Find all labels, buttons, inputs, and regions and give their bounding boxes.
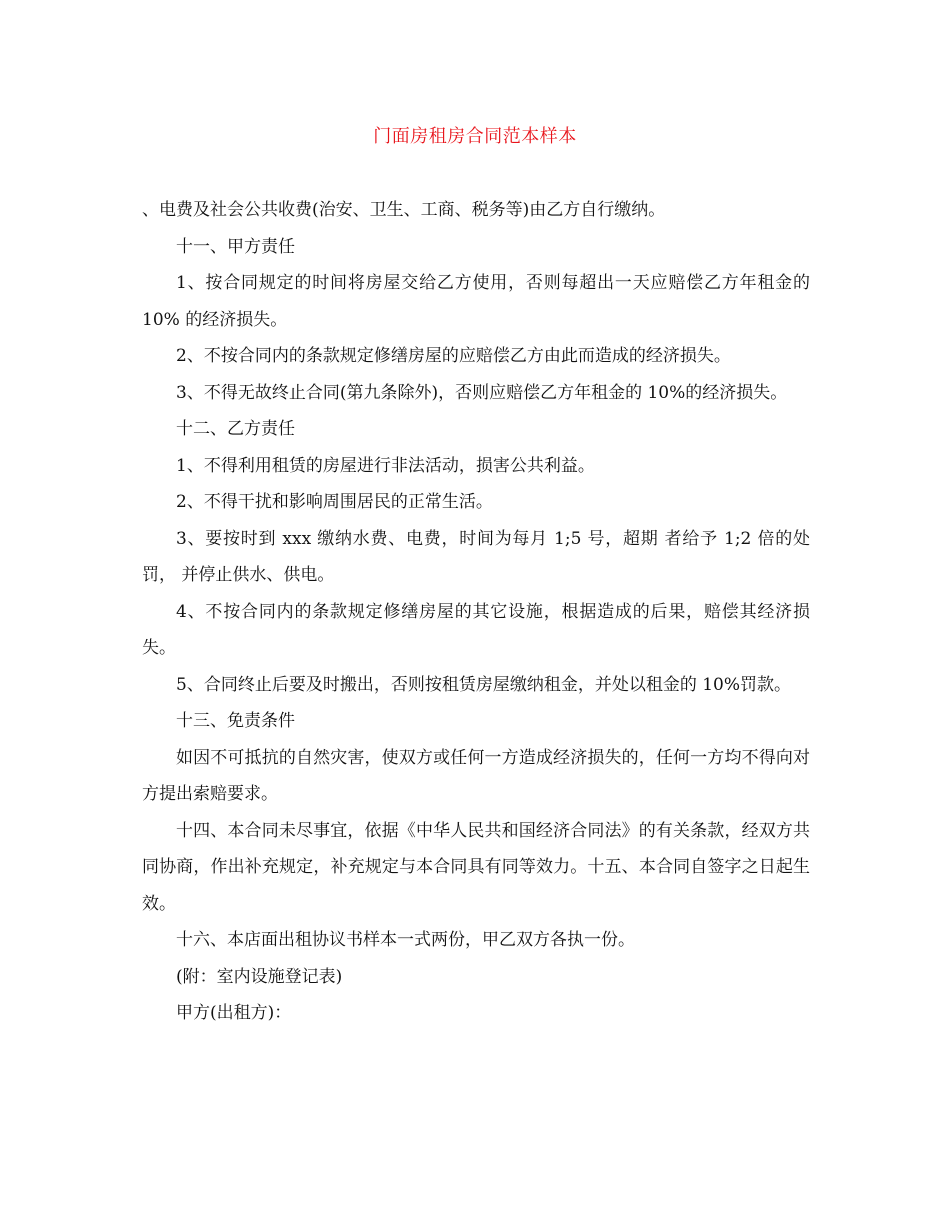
- section-heading-party-b: 十二、乙方责任: [176, 419, 295, 439]
- paragraph-party-a-signature: 甲方(出租方)：: [176, 1003, 292, 1023]
- paragraph-fee-continuation: 、电费及社会公共收费(治安、卫生、工商、税务等)由乙方自行缴纳。: [142, 200, 666, 220]
- paragraph-party-b-3: 3、要按时到 xxx 缴纳水费、电费，时间为每月 1;5 号，超期 者给予 1;2 倍的处罚， 并停止供水、供电。: [142, 528, 810, 585]
- paragraph-party-b-1: 1、不得利用租赁的房屋进行非法活动，损害公共利益。: [176, 455, 595, 476]
- paragraph-section-16: 十六、本店面出租协议书样本一式两份，甲乙双方各执一份。: [176, 930, 635, 950]
- paragraph-party-b-5: 5、合同终止后要及时搬出，否则按租赁房屋缴纳租金，并处以租金的 10%罚款。: [176, 674, 792, 695]
- paragraph-party-b-2: 2、不得干扰和影响周围居民的正常生活。: [176, 492, 493, 512]
- paragraph-attachment-note: (附：室内设施登记表): [176, 966, 343, 987]
- section-heading-party-a: 十一、甲方责任: [176, 236, 295, 257]
- paragraph-section-14-15: 十四、本合同未尽事宜，依据《中华人民共和国经济合同法》的有关条款，经双方共同协商，作出补充规定，补充规定与本合同具有同等效力。十五、本合同自签字之日起生效。: [142, 820, 810, 914]
- paragraph-party-a-2: 2、不按合同内的条款规定修缮房屋的应赔偿乙方由此而造成的经济损失。: [176, 346, 731, 366]
- section-heading-exemption: 十三、免责条件: [176, 711, 295, 731]
- paragraph-exemption: 如因不可抵抗的自然灾害，使双方或任何一方造成经济损失的，任何一方均不得向对方提出索赔要求。: [142, 747, 810, 804]
- paragraph-party-b-4: 4、不按合同内的条款规定修缮房屋的其它设施，根据造成的后果，赔偿其经济损失。: [142, 601, 810, 658]
- paragraph-party-a-1: 1、按合同规定的时间将房屋交给乙方使用，否则每超出一天应赔偿乙方年租金的 10% 的经济损失。: [142, 273, 810, 330]
- paragraph-party-a-3: 3、不得无故终止合同(第九条除外)，否则应赔偿乙方年租金的 10%的经济损失。: [176, 382, 788, 403]
- document-title: 门面房租房合同范本样本: [373, 126, 577, 147]
- document-body: [142, 192, 810, 1032]
